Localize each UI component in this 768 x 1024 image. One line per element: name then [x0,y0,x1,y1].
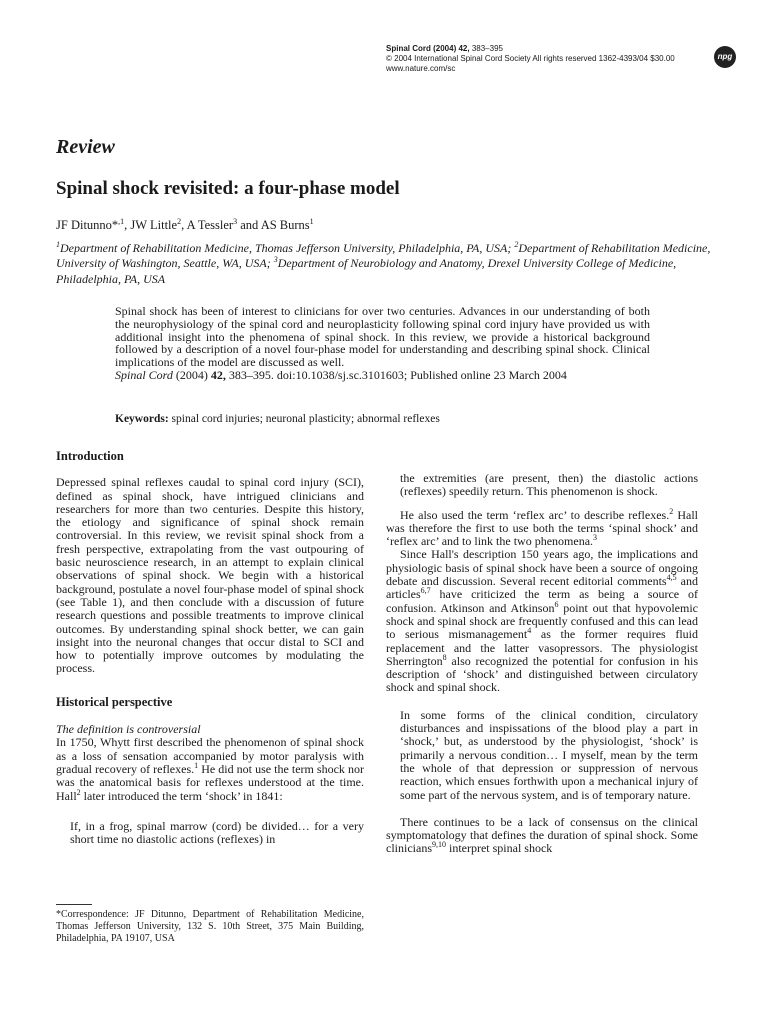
journal-pages: 383–395 [471,44,503,53]
keywords-label: Keywords: [115,413,169,425]
historical-heading: Historical perspective [56,694,173,709]
hall-quote-end: the extremities (are present, then) the diastolic actions (reflexes) speedily return. This phenomenon is shock. [400,471,698,499]
hall-quote-start: If, in a frog, spinal marrow (cord) be divided… for a very short time no diastolic actions (reflexes) in [70,818,364,847]
footnote-divider [56,904,92,905]
keywords [115,413,440,425]
npg-logo: npg [714,46,736,68]
abstract-text: Spinal shock has been of interest to clinicians for over two centuries. Advances in our understanding of both the neurophysiology of the spinal cord and neuroplasticity following spinal cord injury have provided us with additional insight into the phenomena of spinal shock. In this review, we provide a historical background followed by a description of a novel four-phase model for understanding and describing spinal shock. Clinical implications of the model are discussed as well. [115,304,650,370]
journal-name: Spinal Cord (2004) 42, [386,44,470,53]
abstract-citation: Spinal Cord (2004) 42, 383–395. doi:10.1038/sj.sc.3101603; Published online 23 March 2004 [115,367,567,382]
historical-paragraph: In 1750, Whytt first described the phenomenon of spinal shock as a loss of sensation accompanied by motor paralysis with gradual recovery of reflexes.$^1$ He did not use the term shock nor was the anatomical basis for reflexes understood at the time. Hall$^2$ later introduced the term ‘shock’ in 1841: [56,735,364,803]
reflex-arc-paragraph: He also used the term ‘reflex arc’ to describe reflexes.$^2$ Hall was therefore the first to use both the terms ‘spinal shock’ and ‘reflex arc’ and to link the two phenomena.$^3$ [386,506,698,549]
article-type: Review [56,136,115,158]
left-column [56,450,364,846]
consensus-paragraph: There continues to be a lack of consensus on the clinical symptomatology that defines the duration of spinal shock. Some clinicians$^{9,10}$ interpret spinal shock [386,814,698,856]
abstract [115,305,650,382]
author-list: JF Ditunno*$^{,1}$, JW Little$^2$, A Tessler$^3$ and AS Burns$^1$ [56,216,314,232]
journal-header [386,44,675,74]
definition-subheading: The definition is controversial [56,722,201,737]
implications-paragraph: Since Hall's description 150 years ago, the implications and physiologic basis of spinal shock have been a source of ongoing debate and discussion. Several recent editorial comments$^{4,5}$ and articles$^{6,7}$ have criticized the term as being a source of confusion. Atkinson and Atkinson$^6$ point out that hypovolemic shock and spinal shock are frequently confused and this can lead to serious mismanagement$^4$ as the former requires fluid replacement and the latter vasopressors. The physiologist Sherrington$^8$ also recognized the potential for confusion in his description of ‘shock’ and distinguished between circulatory shock and spinal shock. [386,547,698,695]
introduction-paragraph: Depressed spinal reflexes caudal to spinal cord injury (SCI), defined as spinal shock, have intrigued clinicians and researchers for more than two centuries. Despite this history, the etiology and significance of spinal shock remain controversial. In this review, we revisit spinal shock from a fresh perspective, extrapolating from the vast outpouring of basic neuroscience research, in an attempt to explain clinical observations of spinal shock. We begin with a historical background, postulate a novel four-phase model of spinal shock (see Table 1), and then conclude with a discussion of future research questions and possible treatments to improve clinical outcomes. By understanding spinal shock better, we can gain insight into the neuronal changes that occur distal to SCI and how to potentially improve outcomes by modulating the process. [56,475,364,676]
affiliations: $^1$Department of Rehabilitation Medicine, Thomas Jefferson University, Philadelphia, PA, USA; $^2$Department of Rehabilitation Medicine, University of Washington, Seattle, WA, USA; $^3$Department of Neurobiology and Anatomy, Drexel University College of Medicine, Philadelphia, PA, USA [56,240,711,286]
journal-url: www.nature.com/sc [386,64,456,73]
keywords-text: spinal cord injuries; neuronal plasticity; abnormal reflexes [171,413,440,425]
journal-citation [386,44,675,54]
copyright-line: © 2004 International Spinal Cord Society All rights reserved 1362-4393/04 $30.00 [386,54,675,63]
correspondence-footnote: *Correspondence: JF Ditunno, Department of Rehabilitation Medicine, Thomas Jefferson University, 132 S. 10th Street, 375 Main Building, Philadelphia, PA 19107, USA [56,909,364,944]
article-title: Spinal shock revisited: a four-phase model [56,178,400,199]
sherrington-quote: In some forms of the clinical condition, circulatory disturbances and inspissations of the blood play a part in ‘shock,’ but, as understood by the physiologist, ‘shock’ is primarily a nervous condition… I myself, mean by the term the whole of that depression or suppression of nervous reaction, which ensues forthwith upon a mechanical injury of some part of the nervous system, and is of temporary nature. [400,707,698,802]
right-column [386,472,698,856]
introduction-heading: Introduction [56,449,124,463]
